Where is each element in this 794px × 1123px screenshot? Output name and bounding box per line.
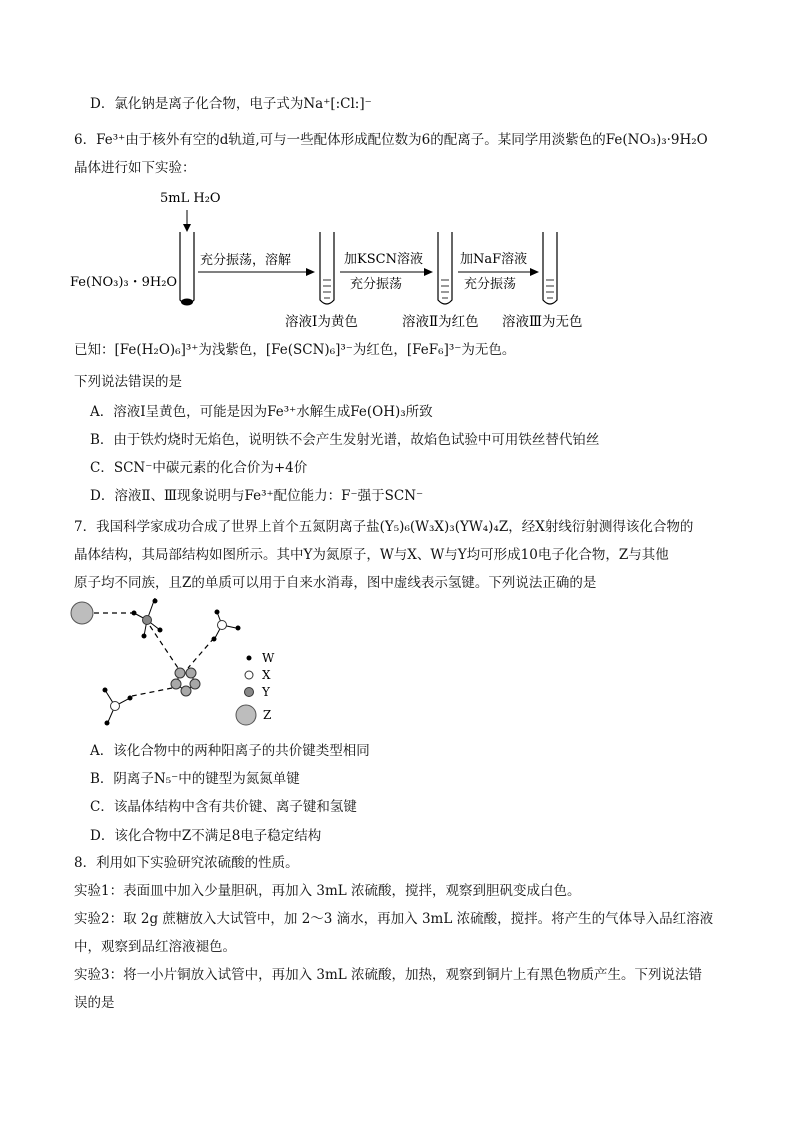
- y-atom-ammonium: [143, 616, 152, 625]
- step3-bottom-label: 充分振荡: [464, 277, 517, 292]
- q8-exp2-line2: 中，观察到品红溶液褪色。: [74, 939, 236, 955]
- q8-stem: 8．利用如下实验研究浓硫酸的性质。: [74, 855, 299, 871]
- w-atom: [215, 610, 220, 615]
- step3-arrow-head: [530, 268, 539, 276]
- q7-option-b: B．阴离子N₅⁻中的键型为氮氮单键: [90, 771, 300, 787]
- w-atom: [103, 688, 108, 693]
- q7-stem-line2: 晶体结构，其局部结构如图所示。其中Y为氮原子，W与X、W与Y均可形成10电子化合物，Z与其他: [74, 547, 669, 563]
- z-atom: [71, 602, 93, 624]
- y-atom-ring: [171, 679, 181, 689]
- step1-arrow-head: [306, 268, 315, 276]
- q7-option-d: D．该化合物中Z不满足8电子稳定结构: [90, 828, 322, 844]
- legend-x-label: X: [262, 668, 271, 682]
- legend-z-symbol: [236, 705, 256, 725]
- y-atom-ring: [186, 668, 196, 678]
- water-arrow-head: [183, 224, 191, 232]
- y-atom-ring: [175, 668, 185, 678]
- w-atom: [105, 721, 110, 726]
- step2-arrow-head: [424, 268, 433, 276]
- q6-stem-line2: 晶体进行如下实验：: [74, 160, 196, 176]
- step2-top-label: 加KSCN溶液: [344, 252, 423, 267]
- x-atom-hydronium: [218, 621, 227, 630]
- solution-3-label: 溶液Ⅲ为无色: [502, 314, 583, 330]
- legend-x-symbol: [245, 671, 253, 679]
- q7-option-a: A．该化合物中的两种阳离子的共价键类型相同: [90, 743, 370, 759]
- q5-option-d-formula: Na⁺[:Cl:]⁻: [303, 96, 372, 112]
- q7-stem-line3: 原子均不同族，且Z的单质可以用于自来水消毒，图中虚线表示氢键。下列说法正确的是: [74, 575, 597, 591]
- step2-bottom-label: 充分振荡: [350, 277, 403, 292]
- q6-ask: 下列说法错误的是: [74, 374, 182, 390]
- test-tube-3: [438, 232, 452, 304]
- step3-top-label: 加NaF溶液: [460, 252, 528, 267]
- q8-exp3-line2: 误的是: [74, 995, 115, 1011]
- legend-z-label: Z: [263, 708, 272, 722]
- q8-exp3-line1: 实验3：将一小片铜放入试管中，再加入 3mL 浓硫酸，加热，观察到铜片上有黑色物质产生。下列说法错: [74, 967, 703, 983]
- q6-option-b: B．由于铁灼烧时无焰色，说明铁不会产生发射光谱，故焰色试验中可用铁丝替代铂丝: [90, 432, 600, 448]
- test-tube-2: [320, 232, 334, 304]
- legend-w-symbol: [247, 656, 252, 661]
- x-atom-hydronium: [111, 702, 120, 711]
- w-atom: [212, 637, 217, 642]
- q5-option-d-text: D．氯化钠是离子化合物，电子式为: [90, 96, 304, 112]
- q7-crystal-structure: [60, 598, 360, 738]
- step1-label: 充分振荡，溶解: [200, 253, 292, 268]
- solid-sample: [181, 299, 193, 306]
- q8-exp1: 实验1：表面皿中加入少量胆矾，再加入 3mL 浓硫酸，搅拌，观察到胆矾变成白色。: [74, 883, 581, 899]
- legend-w-label: W: [262, 651, 275, 665]
- q6-known: 已知：[Fe(H₂O)₆]³⁺为浅紫色，[Fe(SCN)₆]³⁻为红色，[FeF₆]³⁻为无色。: [74, 342, 516, 358]
- test-tube-4: [543, 232, 557, 304]
- q6-stem-line1: 6．Fe³⁺由于核外有空的d轨道,可与一些配体形成配位数为6的配离子。某同学用淡紫色的Fe(NO₃)₃·9H₂O: [74, 132, 708, 148]
- w-atom: [142, 634, 147, 639]
- solution-2-label: 溶液Ⅱ为红色: [402, 314, 479, 330]
- legend-y-label: Y: [262, 685, 270, 699]
- legend-y-symbol: [245, 688, 254, 697]
- q6-option-d: D．溶液Ⅱ、Ⅲ现象说明与Fe³⁺配位能力：F⁻强于SCN⁻: [90, 488, 424, 504]
- add-water-label: 5mL H₂O: [160, 191, 221, 206]
- solution-1-lines: [323, 280, 331, 298]
- solution-2-lines: [441, 280, 449, 298]
- q6-option-c: C．SCN⁻中碳元素的化合价为+4价: [90, 460, 308, 476]
- solution-1-label: 溶液Ⅰ为黄色: [285, 314, 358, 330]
- q6-experiment-diagram: [0, 180, 794, 340]
- test-tube-1: [180, 232, 194, 304]
- q5-option-d: [90, 94, 372, 114]
- w-atom: [128, 696, 133, 701]
- q7-stem-line1: 7．我国科学家成功合成了世界上首个五氮阴离子盐(Y₅)₆(W₃X)₃(YW₄)₄Z，经X射线衍射测得该化合物的: [74, 519, 694, 535]
- w-atom: [158, 628, 163, 633]
- solution-3-lines: [546, 280, 554, 298]
- q8-exp2-line1: 实验2：取 2g 蔗糖放入大试管中，加 2～3 滴水，再加入 3mL 浓硫酸，搅拌。将产生的气体导入品红溶液: [74, 911, 714, 927]
- w-atom: [132, 611, 137, 616]
- q7-option-c: C．该晶体结构中含有共价键、离子键和氢键: [90, 799, 357, 815]
- y-atom-ring: [190, 679, 200, 689]
- solid-label: Fe(NO₃)₃・9H₂O: [70, 275, 178, 290]
- y-atom-ring: [181, 686, 191, 696]
- q6-option-a: A．溶液Ⅰ呈黄色，可能是因为Fe³⁺水解生成Fe(OH)₃所致: [90, 404, 433, 420]
- w-atom: [236, 626, 241, 631]
- w-atom: [153, 599, 158, 604]
